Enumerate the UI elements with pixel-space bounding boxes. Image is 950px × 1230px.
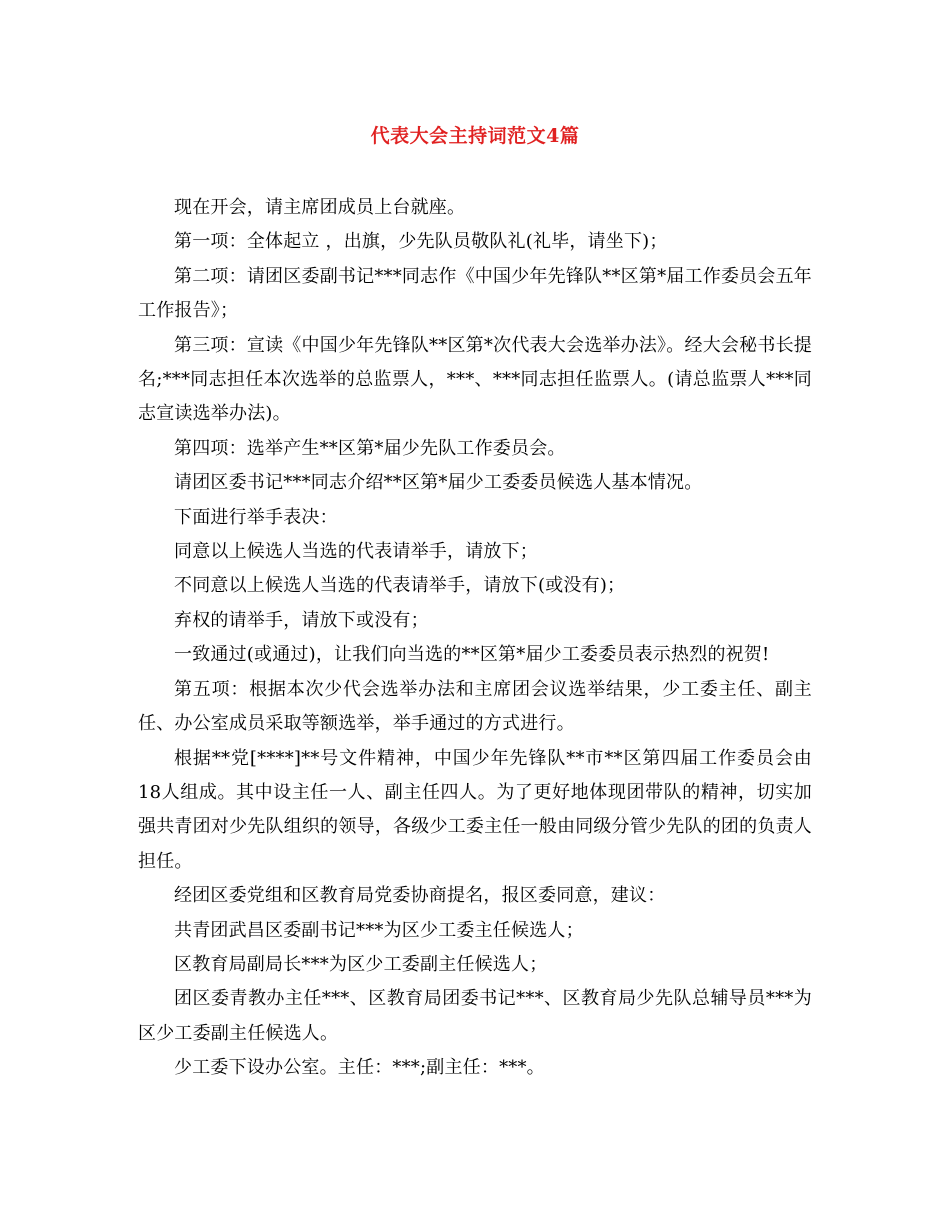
paragraph-17: 团区委青教办主任***、区教育局团委书记***、区教育局少先队总辅导员***为区少工委副主任候选人。 [138, 988, 812, 1044]
paragraph-11: 一致通过(或通过)，让我们向当选的**区第*届少工委委员表示热烈的祝贺! [174, 644, 770, 666]
paragraph-8: 同意以上候选人当选的代表请举手，请放下； [174, 541, 538, 563]
paragraph-5: 第四项：选举产生**区第*届少先队工作委员会。 [174, 437, 566, 459]
paragraph-15: 共青团武昌区委副书记***为区少工委主任候选人； [174, 919, 584, 941]
paragraph-18: 少工委下设办公室。主任：***;副主任：***。 [174, 1057, 545, 1079]
document-body [138, 191, 812, 1086]
paragraph-3: 第二项：请团区委副书记***同志作《中国少年先锋队**区第*届工作委员会五年工作报告》； [138, 265, 812, 322]
paragraph-6: 请团区委书记***同志介绍**区第*届少工委委员候选人基本情况。 [174, 472, 703, 494]
paragraph-16: 区教育局副局长***为区少工委副主任候选人； [174, 953, 548, 975]
paragraph-4: 第三项：宣读《中国少年先锋队**区第*次代表大会选举办法》。经大会秘书长提名;***同志担任本次选举的总监票人，***、***同志担任监票人。(请总监票人***同志宣读选举办法)。 [138, 334, 812, 425]
paragraph-13: 根据**党[****]**号文件精神，中国少年先锋队**市**区第四届工作委员会由18人组成。其中设主任一人、副主任四人。为了更好地体现团带队的精神，切实加强共青团对少先队组织的领导，各级少工委主任一般由同级分管少先队的团的负责人担任。 [138, 747, 812, 872]
paragraph-9: 不同意以上候选人当选的代表请举手，请放下(或没有)； [174, 575, 626, 597]
paragraph-12: 第五项：根据本次少代会选举办法和主席团会议选举结果，少工委主任、副主任、办公室成员采取等额选举，举手通过的方式进行。 [138, 678, 812, 735]
document-title: 代表大会主持词范文4篇 [370, 125, 580, 147]
paragraph-7: 下面进行举手表决： [174, 506, 338, 528]
paragraph-2: 第一项：全体起立 ，出旗，少先队员敬队礼(礼毕，请坐下)； [174, 231, 668, 253]
paragraph-14: 经团区委党组和区教育局党委协商提名，报区委同意，建议： [174, 885, 666, 907]
paragraph-1: 现在开会，请主席团成员上台就座。 [174, 197, 466, 218]
paragraph-10: 弃权的请举手，请放下或没有； [174, 609, 429, 631]
